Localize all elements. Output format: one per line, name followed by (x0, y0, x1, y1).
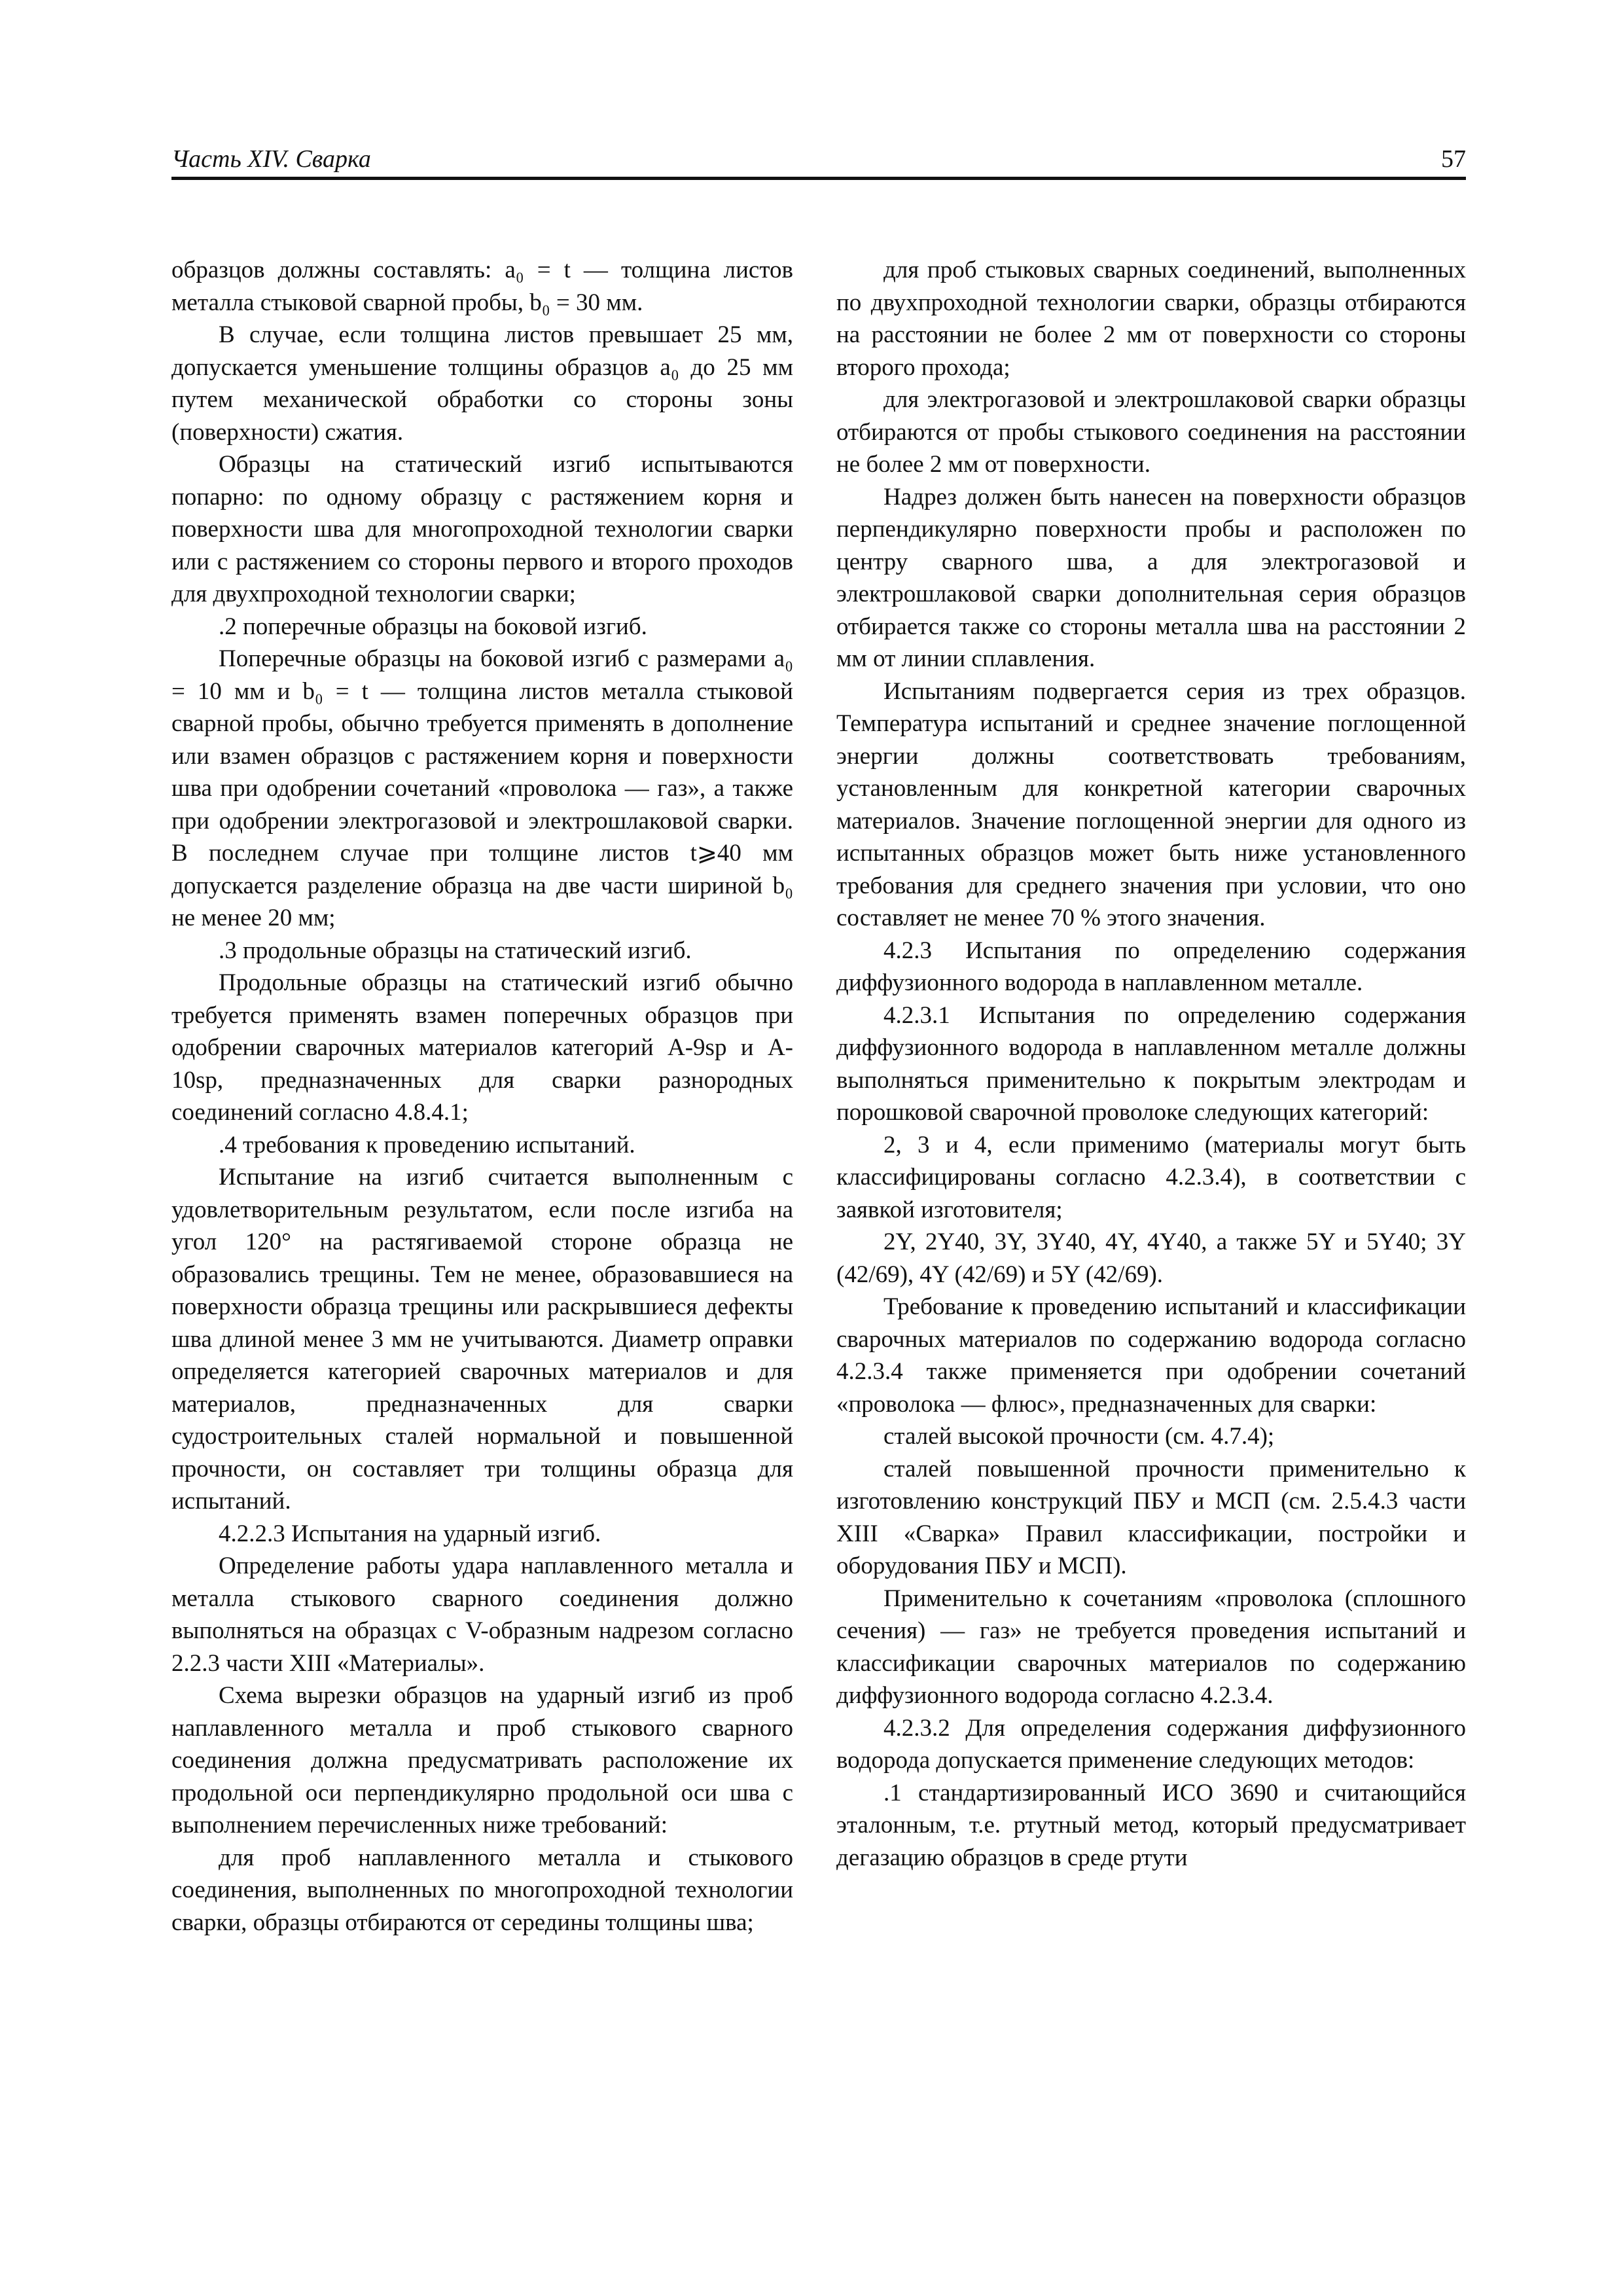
paragraph: 4.2.3 Испытания по определению содержания диффузионного водорода в наплавленном металле. (836, 937, 1466, 996)
paragraph: 2Y, 2Y40, 3Y, 3Y40, 4Y, 4Y40, а также 5Y и 5Y40; 3Y (42/69), 4Y (42/69) и 5Y (42/69). (836, 1229, 1466, 1288)
paragraph: образцов должны составлять: a₀ = t — толщина листов металла стыковой сварной пробы, b₀ = 30 мм. (171, 257, 793, 316)
paragraph: для электрогазовой и электрошлаковой сварки образцы отбираются от пробы стыкового соединения на расстоянии не более 2 мм от поверхности. (836, 386, 1466, 478)
paragraph: Продольные образцы на статический изгиб обычно требуется применять взамен поперечных образцов при одобрении сварочных материалов категорий A-9sp и A-10sp, предназначенных для сварки разнородных соединений согласно 4.8.4.1; (171, 969, 793, 1126)
paragraph: Испытание на изгиб считается выполненным с удовлетворительным результатом, если после изгиба на угол 120° на растягиваемой стороне образца не образовались трещины. Тем не менее, образовавшиеся на поверхности образца трещины или раскрывшиеся дефекты шва длиной менее 3 мм не учитываются. Диаметр оправки определяется категорией сварочных материалов и для материалов, предназначенных для сварки судостроительных сталей нормальной и повышенной прочности, он составляет три толщины образца для испытаний. (171, 1164, 793, 1515)
paragraph: .3 продольные образцы на статический изгиб. (219, 937, 692, 964)
paragraph: В случае, если толщина листов превышает 25 мм, допускается уменьшение толщины образцов a₀ до 25 мм путем механической обработки со стороны зоны (поверхности) сжатия. (171, 321, 793, 446)
left-text-column (171, 254, 793, 1939)
paragraph: Надрез должен быть нанесен на поверхности образцов перпендикулярно поверхности пробы и расположен по центру сварного шва, а для электрогазовой и электрошлаковой сварки дополнительная серия образцов отбирается также со стороны металла шва на расстоянии 2 мм от линии сплавления. (836, 483, 1466, 672)
paragraph: Испытаниям подвергается серия из трех образцов. Температура испытаний и среднее значение поглощенной энергии должны соответствовать требованиям, установленным для конкретной категории сварочных материалов. Значение поглощенной энергии для одного из испытанных образцов может быть ниже установленного требования для среднего значения при условии, что оно составляет не менее 70 % этого значения. (836, 677, 1466, 931)
paragraph: Поперечные образцы на боковой изгиб с размерами a₀ = 10 мм и b₀ = t — толщина листов металла стыковой сварной пробы, обычно требуется применять в дополнение или взамен образцов с растяжением корня и поверхности шва при одобрении сочетаний «проволока — газ», а также при одобрении электрогазовой и электрошлаковой сварки. В последнем случае при толщине листов t⩾40 мм допускается разделение образца на две части шириной b₀ не менее 20 мм; (171, 645, 793, 931)
paragraph: для проб стыковых сварных соединений, выполненных по двухпроходной технологии сварки, образцы отбираются на расстоянии не более 2 мм от поверхности со стороны второго прохода; (836, 257, 1466, 381)
paragraph: Схема вырезки образцов на ударный изгиб из проб наплавленного металла и проб стыкового сварного соединения должна предусматривать расположение их продольной оси перпендикулярно продольной оси шва с выполнением перечисленных ниже требований: (171, 1682, 793, 1839)
paragraph: сталей повышенной прочности применительно к изготовлению конструкций ПБУ и МСП (см. 2.5.4.3 части XIII «Сварка» Правил классификации, постройки и оборудования ПБУ и МСП). (836, 1455, 1466, 1579)
running-header (171, 143, 1466, 175)
paragraph: Определение работы удара наплавленного металла и металла стыкового сварного соединения должно выполняться на образцах с V-образным надрезом согласно 2.2.3 части XIII «Материалы». (171, 1552, 793, 1677)
paragraph: .4 требования к проведению испытаний. (219, 1131, 635, 1158)
paragraph: Образцы на статический изгиб испытываются попарно: по одному образцу с растяжением корня и поверхности шва для многопроходной технологии сварки или с растяжением со стороны первого и второго проходов для двухпроходной технологии сварки; (171, 451, 793, 607)
paragraph: сталей высокой прочности (см. 4.7.4); (883, 1423, 1275, 1450)
page-number: 57 (1441, 145, 1466, 173)
paragraph: 4.2.3.1 Испытания по определению содержания диффузионного водорода в наплавленном металле должны выполняться применительно к покрытым электродам и порошковой сварочной проволоке следующих категорий: (836, 1001, 1466, 1126)
right-text-column (836, 254, 1466, 1874)
paragraph: .1 стандартизированный ИСО 3690 и считающийся эталонным, т.е. ртутный метод, который предусматривает дегазацию образцов в среде ртути (836, 1779, 1466, 1871)
paragraph: .2 поперечные образцы на боковой изгиб. (219, 613, 647, 640)
paragraph: Требование к проведению испытаний и классификации сварочных материалов по содержанию водорода согласно 4.2.3.4 также применяется при одобрении сочетаний «проволока — флюс», предназначенных для сварки: (836, 1293, 1466, 1418)
header-rule (171, 177, 1466, 180)
part-title: Часть XIV. Сварка (171, 145, 371, 173)
paragraph: 2, 3 и 4, если применимо (материалы могут быть классифицированы согласно 4.2.3.4), в соответствии с заявкой изготовителя; (836, 1131, 1466, 1223)
paragraph: Применительно к сочетаниям «проволока (сплошного сечения) — газ» не требуется проведения испытаний и классификации сварочных материалов по содержанию диффузионного водорода согласно 4.2.3.4. (836, 1585, 1466, 1709)
paragraph: 4.2.2.3 Испытания на ударный изгиб. (219, 1520, 601, 1547)
paragraph: 4.2.3.2 Для определения содержания диффузионного водорода допускается применение следующих методов: (836, 1714, 1466, 1774)
paragraph: для проб наплавленного металла и стыкового соединения, выполненных по многопроходной технологии сварки, образцы отбираются от середины толщины шва; (171, 1844, 793, 1936)
